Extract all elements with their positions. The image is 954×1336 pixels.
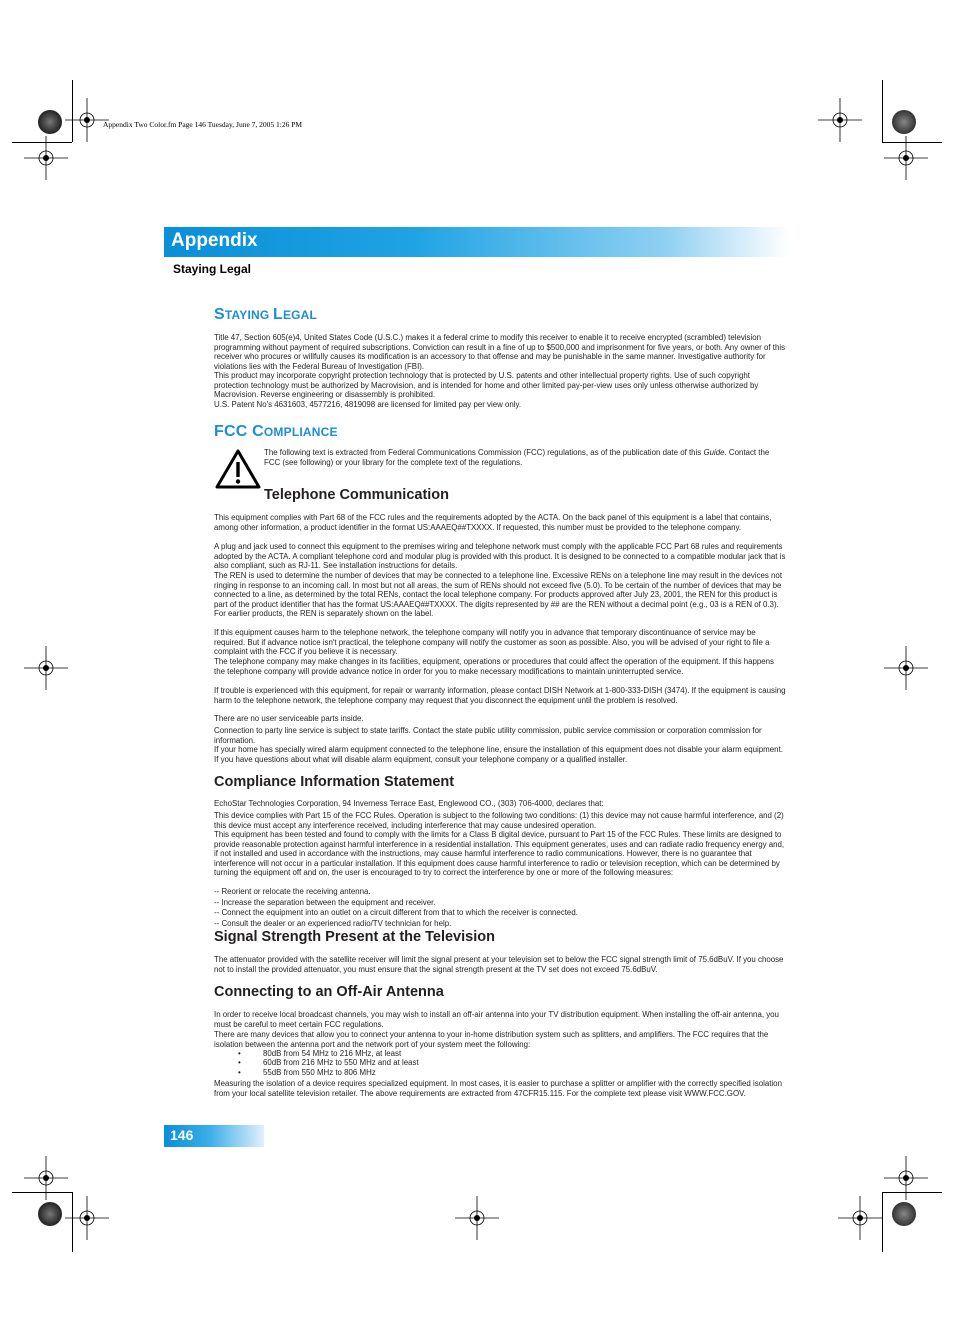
color-target-icon: [38, 1202, 62, 1226]
subsection-title: Connecting to an Off-Air Antenna: [214, 984, 444, 1000]
registration-mark-icon: [24, 646, 68, 690]
paragraph: If your home has specially wired alarm equipment connected to the telephone line, ensure the installation of this equipment does not disable your alarm equipment. If you have questions about what will disable alarm equipment, consult your telephone company or a qualified installer.: [214, 745, 783, 764]
paragraph: U.S. Patent No's 4631603, 4577216, 4819098 are licensed for limited pay per view only.: [214, 400, 522, 409]
bullet-icon: •: [238, 1058, 241, 1067]
paragraph: EchoStar Technologies Corporation, 94 Inverness Terrace East, Englewood CO., (303) 706-4000, declares that:: [214, 799, 604, 808]
warning-text: The following text is extracted from Federal Communications Commission (FCC) regulations, as of the publication date of this Guide. Contact the FCC (see following) or your library for the complete text of the regulations.: [264, 448, 770, 467]
page-number: 146: [170, 1127, 194, 1143]
print-slug: Appendix Two Color.fm Page 146 Tuesday, June 7, 2005 1:26 PM: [103, 120, 303, 129]
paragraph: The attenuator provided with the satellite receiver will limit the signal present at your television set to below the FCC signal strength limit of 75.6dBuV. If you choose not to install the provided attenuator, you must ensure that the signal strength present at the TV set does not exceed 75.6dBuV.: [214, 955, 784, 974]
paragraph: This equipment complies with Part 68 of the FCC rules and the requirements adopted by the ACTA. On the back panel of this equipment is a label that contains, among other information, a product identifier in the format US:AAAEQ##TXXXX. If requested, this number must be provided to the telephone company.: [214, 513, 772, 532]
registration-mark-icon: [65, 1196, 109, 1240]
section-title-staying-legal: STAYING LEGAL: [214, 306, 318, 323]
paragraph: There are no user serviceable parts inside.: [214, 714, 364, 723]
page-title: Appendix: [171, 230, 258, 251]
paragraph: If trouble is experienced with this equipment, for repair or warranty information, please contact DISH Network at 1-800-333-DISH (3474). If the equipment is causing harm to the telephone network, the telephone company may request that you disconnect the equipment until the problem is resolved.: [214, 686, 786, 705]
list-item: -- Connect the equipment into an outlet on a circuit different from that to which the receiver is connected.: [214, 908, 578, 917]
page-number-bar: [164, 1125, 264, 1147]
paragraph: This equipment has been tested and found to comply with the limits for a Class B digital device, pursuant to Part 15 of the FCC Rules. These limits are designed to provide reasonable protection against harmful interference in a residential installation. This equipment generates, uses and can radiate radio frequency energy and, if not installed and used in accordance with the instructions, may cause harmful interference to radio communications. However, there is no guarantee that interference will not occur in a particular installation. If this equipment does cause harmful interference to radio or television reception, which can be determined by turning the equipment off and on, the user is encouraged to try to correct the interference by one or more of the following measures:: [214, 830, 785, 878]
paragraph: There are many devices that allow you to connect your antenna to your in-home distribution system such as splitters, and amplifiers. The FCC requires that the isolation between the antenna port and the network port of your system meet the following:: [214, 1030, 769, 1049]
list-item: -- Reorient or relocate the receiving antenna.: [214, 887, 371, 896]
registration-mark-icon: [818, 98, 862, 142]
list-item: -- Increase the separation between the equipment and receiver.: [214, 898, 436, 907]
subsection-title: Telephone Communication: [264, 487, 450, 503]
list-item: 60dB from 216 MHz to 550 MHz and at least: [263, 1058, 419, 1067]
paragraph: If this equipment causes harm to the telephone network, the telephone company will notify you in advance that temporary discontinuance of service may be required. But if advance notice isn't practical, the telephone company will notify the customer as soon as possible. Also, you will be advised of your right to file a complaint with the FCC if you believe it is necessary.: [214, 628, 770, 657]
paragraph: Connection to party line service is subject to state tariffs. Contact the state public utility commission, public service commission or corporation commission for information.: [214, 726, 762, 745]
running-head: Staying Legal: [173, 262, 252, 276]
color-target-icon: [38, 110, 62, 134]
section-title-fcc-compliance: FCC COMPLIANCE: [214, 423, 338, 440]
subsection-title: Signal Strength Present at the Television: [214, 929, 495, 945]
registration-mark-icon: [838, 1196, 882, 1240]
bullet-icon: •: [238, 1049, 241, 1058]
subsection-title: Compliance Information Statement: [214, 774, 455, 790]
list-item: -- Consult the dealer or an experienced radio/TV technician for help.: [214, 919, 452, 928]
color-target-icon: [892, 110, 916, 134]
registration-mark-icon: [24, 1156, 68, 1200]
list-item: 80dB from 54 MHz to 216 MHz, at least: [263, 1049, 402, 1058]
registration-mark-icon: [884, 1156, 928, 1200]
section-header-bar: [164, 227, 790, 257]
paragraph: Measuring the isolation of a device requires specialized equipment. In most cases, it is easier to purchase a splitter or amplifier with the correctly specified isolation from your local satellite television retailer. The above requirements are extracted from 47CFR15.115. For the complete text please visit WWW.FCC.GOV.: [214, 1079, 782, 1098]
paragraph: Title 47, Section 605(e)4, United States Code (U.S.C.) makes it a federal crime to modify this receiver to enable it to receive encrypted (scrambled) television programming without payment of required subscriptions. Conviction can result in a fine of up to $500,000 and imprisonment for five years, or both. Any owner of this receiver who procures or willfully causes its modification is an accessory to that offense and may be punishable in the same manner. Investigative authority for violations lies with the Federal Bureau of Investigation (FBI).: [214, 333, 786, 371]
registration-mark-icon: [884, 136, 928, 180]
paragraph: This product may incorporate copyright protection technology that is protected by U.S. patents and other intellectual property rights. Use of such copyright protection technology must be authorized by Macrovision, and is intended for home and other limited pay-per-view uses only unless otherwise authorized by Macrovision. Reverse engineering or disassembly is prohibited.: [214, 371, 759, 400]
warning-icon: [215, 449, 261, 489]
list-item: 55dB from 550 MHz to 806 MHz: [263, 1068, 376, 1077]
bullet-icon: •: [238, 1068, 241, 1077]
paragraph: A plug and jack used to connect this equipment to the premises wiring and telephone network must comply with the applicable FCC Part 68 rules and requirements adopted by the ACTA. A compliant telephone cord and modular plug is provided with this product. It is designed to be connected to a compatible modular jack that is also compliant, such as RJ-11. See installation instructions for details.: [214, 542, 786, 571]
paragraph: The telephone company may make changes in its facilities, equipment, operations or procedures that could affect the operation of the equipment. If this happens the telephone company will provide advance notice in order for you to make necessary modifications to maintain uninterrupted service.: [214, 657, 774, 676]
paragraph: In order to receive local broadcast channels, you may wish to install an off-air antenna into your TV distribution equipment. When installing the off-air antenna, you must be careful to meet certain FCC regulations.: [214, 1010, 779, 1029]
registration-mark-icon: [455, 1196, 499, 1240]
paragraph: The REN is used to determine the number of devices that may be connected to a telephone line. Excessive RENs on a telephone line may result in the devices not ringing in response to an incoming call. In most but not all areas, the sum of RENs should not exceed five (5.0). To be certain of the number of devices that may be connected to a line, as determined by the total RENs, contact the local telephone company. For products approved after July 23, 2001, the REN for this product is part of the product identifier that has the format US:AAAEQ##TXXXX. The digits represented by ## are the REN without a decimal point (e.g., 03 is a REN of 0.3). For earlier products, the REN is separately shown on the label.: [214, 571, 783, 619]
registration-mark-icon: [24, 136, 68, 180]
registration-mark-icon: [884, 646, 928, 690]
color-target-icon: [892, 1202, 916, 1226]
paragraph: This device complies with Part 15 of the FCC Rules. Operation is subject to the following two conditions: (1) this device may not cause harmful interference, and (2) this device must accept any interference received, including interference that may cause undesired operation.: [214, 811, 784, 830]
